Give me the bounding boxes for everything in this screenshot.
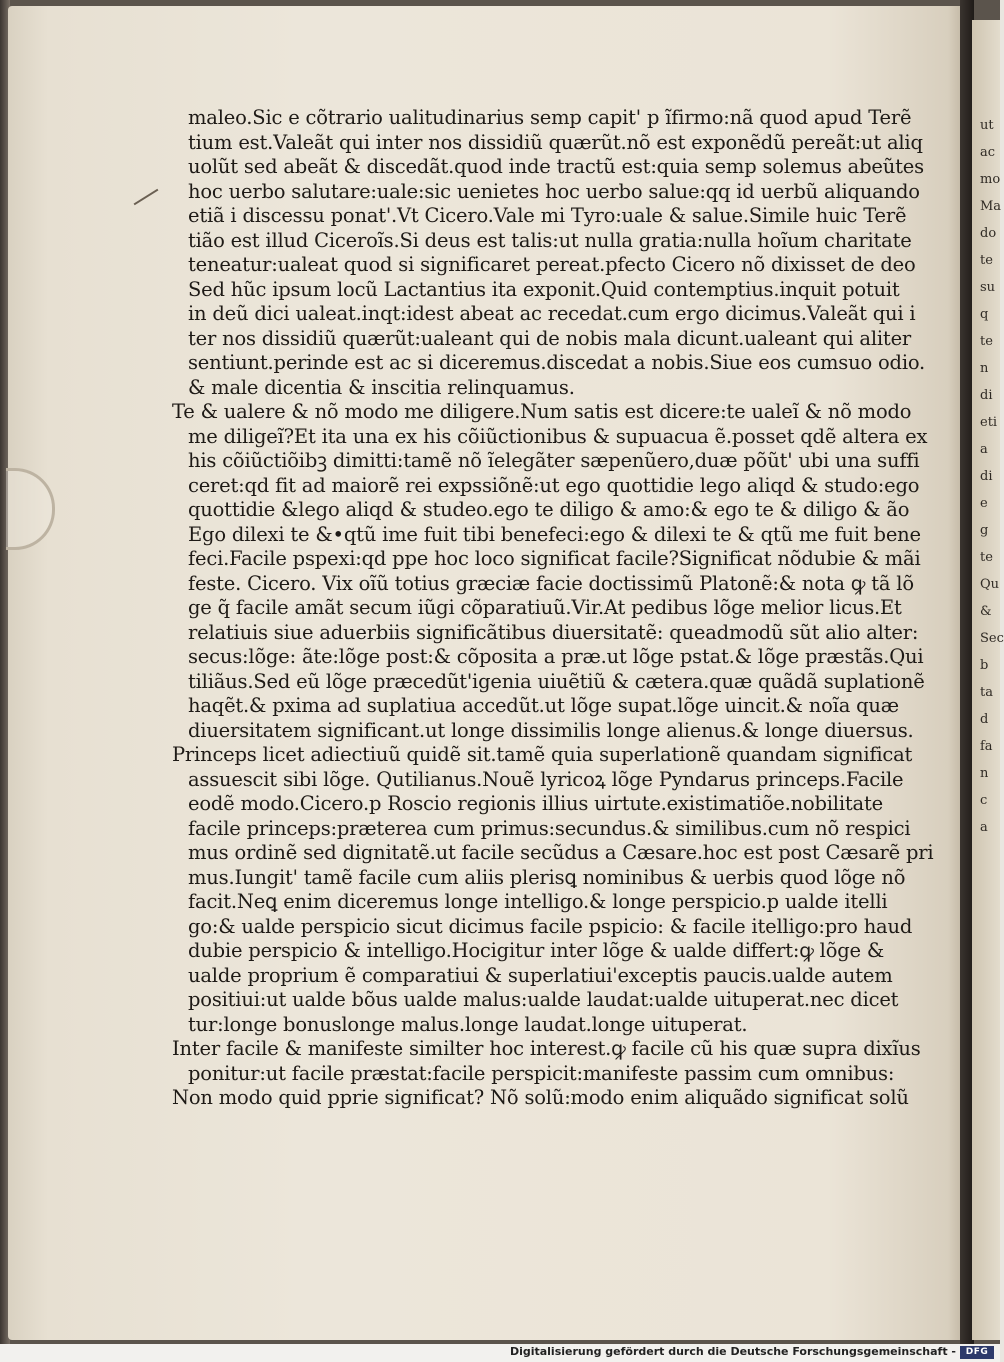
text-line: assuescit sibi lõge. Qutilianus.Nouẽ lyricoꝝ lõge Pyndarus princeps.Facile — [188, 767, 904, 791]
facing-page-fragment: e — [980, 496, 988, 511]
facing-page-edge — [972, 20, 1004, 1340]
text-line: teneatur:ualeat quod si significaret pereat.pfecto Cicero nõ dixisset de deo — [188, 253, 916, 276]
facing-page-fragment: & — [980, 604, 992, 619]
text-line: facile princeps:præterea cum primus:secundus.& similibus.cum nõ respici — [188, 816, 911, 840]
facing-page-fragment: di — [980, 469, 993, 484]
facing-page-fragment: g — [980, 523, 989, 538]
facing-page-fragment: te — [980, 253, 993, 268]
text-line: tium est.Valeãt qui inter nos dissidiũ quærũt.nõ est exponẽdũ pereãt:ut aliq — [188, 130, 923, 154]
facing-page-fragment: d — [980, 712, 989, 727]
facing-page-fragment: eti — [980, 415, 998, 430]
text-line: me diligeĩ?Et ita una ex his cõiũctionibus & supuacua ẽ.posset qdẽ altera ex — [188, 424, 928, 448]
text-line: sentiunt.perinde est ac si diceremus.discedat a nobis.Siue eos cumsuo odio. — [188, 351, 926, 374]
facing-page-fragment: do — [980, 226, 997, 241]
text-line: & male dicentia & inscitia relinquamus. — [188, 375, 575, 399]
text-line: ualde proprium ẽ comparatiui & superlatiui'exceptis paucis.ualde autem — [188, 963, 893, 987]
text-line: Sed hũc ipsum locũ Lactantius ita exponit.Quid contemptius.inquit potuit — [188, 277, 900, 301]
facing-page-fragment: Ma — [980, 199, 1002, 214]
text-line: positiui:ut ualde bõus ualde malus:ualde laudat:ualde uituperat.nec dicet — [188, 988, 899, 1011]
text-line: Inter facile & manifeste similter hoc interest.ꝙ facile cũ his quæ supra dixĩus — [172, 1037, 921, 1060]
facing-page-fragment: te — [980, 334, 993, 349]
text-line: ter nos dissidiũ quærũt:ualeant qui de nobis mala dicunt.ualeant qui aliter — [188, 326, 912, 350]
facing-page-fragment: n — [980, 361, 989, 376]
text-line: go:& ualde perspicio sicut dicimus facile pspicio: & facile itelligo:pro haud — [188, 914, 913, 938]
text-line: ge q̃ facile amãt secum iũgi cõparatiuũ.Vir.At pedibus lõge melior licus.Et — [188, 596, 902, 619]
text-line: facit.Neꝗ enim diceremus longe intelligo.& longe perspicio.p ualde itelli — [188, 890, 888, 913]
dfg-logo: DFG — [960, 1346, 994, 1359]
text-line: ponitur:ut facile præstat:facile perspicit:manifeste passim cum omnibus: — [188, 1061, 895, 1085]
facing-page-fragment: fa — [980, 739, 993, 754]
text-line: etiã i discessu ponat'.Vt Cicero.Vale mi Tyro:uale & salue.Simile huic Terẽ — [188, 204, 907, 227]
text-line: uolũt sed abeãt & discedãt.quod inde tractũ est:quia semp solemus abeũtes — [188, 155, 924, 178]
text-line: dubie perspicio & intelligo.Hocigitur inter lõge & ualde differt:ꝙ lõge & — [188, 939, 885, 962]
text-line: maleo.Sic e cõtrario ualitudinarius semp capit' p ĩfirmo:nã quod apud Terẽ — [188, 106, 912, 129]
text-line: diuersitatem significant.ut longe dissimilis longe alienus.& longe diuersus. — [188, 718, 914, 742]
facing-page-fragment: c — [980, 793, 988, 808]
facing-page-fragment: a — [980, 820, 988, 835]
facing-page-fragment: ut — [980, 118, 994, 133]
text-line: tiliãus.Sed eũ lõge præcedũt'igenia uiuẽtiũ & cætera.quæ quãdã suplationẽ — [188, 669, 925, 693]
text-line: his cõiũctiõibꝫ dimitti:tamẽ nõ ĩelegãter sæpenũero,duæ põũt' ubi una suffi — [188, 449, 920, 472]
text-line: Ego dilexi te &•qtũ ime fuit tibi benefeci:ego & dilexi te & qtũ me fuit bene — [188, 522, 921, 546]
text-line: Non modo quid pprie significat? Nõ solũ:modo enim aliquãdo significat solũ — [172, 1086, 909, 1109]
text-line: eodẽ modo.Cicero.p Roscio regionis illius uirtute.existimatiõe.nobilitate — [188, 792, 883, 815]
text-line: mus ordinẽ sed dignitatẽ.ut facile secũdus a Cæsare.hoc est post Cæsarẽ pri — [188, 841, 934, 864]
text-line: Princeps licet adiectiuũ quidẽ sit.tamẽ quia superlationẽ quandam significat — [172, 743, 913, 766]
text-line: quottidie &lego aliqd & studeo.ego te diligo & amo:& ego te & diligo & ão — [188, 498, 910, 521]
facing-page-fragment: te — [980, 550, 993, 565]
facing-page-fragment: b — [980, 658, 989, 673]
facing-page-fragment: ta — [980, 685, 993, 700]
text-line: Te & ualere & nõ modo me diligere.Num satis est dicere:te ualeĩ & nõ modo — [172, 400, 912, 423]
page-text-block — [160, 106, 940, 1111]
text-line: ceret:qd fit ad maiorẽ rei expssiõnẽ:ut ego quottidie lego aliqd & studo:ego — [188, 473, 920, 497]
text-line: mus.Iungit' tamẽ facile cum aliis plerisꝗ nominibus & uerbis quod lõge nõ — [188, 865, 906, 889]
text-line: haqẽt.& pxima ad suplatiua accedũt.ut lõge supat.lõge uincit.& noĩa quæ — [188, 694, 899, 717]
text-line: feste. Cicero. Vix oĩũ totius græciæ facie doctissimũ Platonẽ:& nota ꝙ tã lõ — [188, 571, 914, 595]
facing-page-fragment: Qu — [980, 577, 1000, 592]
text-line: secus:lõge: ãte:lõge post:& cõposita a præ.ut lõge pstat.& lõge præstãs.Qui — [188, 645, 924, 668]
footer-credit: Digitalisierung gefördert durch die Deutsche Forschungsgemeinschaft - — [509, 1345, 956, 1358]
facing-page-fragment: q — [980, 307, 989, 322]
text-line: tião est illud Ciceroĩs.Si deus est talis:ut nulla gratia:nulla hoĩum charitate — [188, 228, 912, 252]
text-line: relatiuis siue aduerbiis significãtibus diuersitatẽ: queadmodũ sũt alio alter: — [188, 620, 919, 644]
text-line: feci.Facile pspexi:qd ppe hoc loco significat facile?Significat nõdubie & mãi — [188, 547, 921, 570]
facing-page-fragment: ac — [980, 145, 996, 160]
text-line: tur:longe bonuslonge malus.longe laudat.longe uituperat. — [188, 1012, 748, 1036]
facing-page-fragment: n — [980, 766, 989, 781]
text-line: hoc uerbo salutare:uale:sic uenietes hoc uerbo salue:qq id uerbũ aliquando — [188, 179, 920, 203]
text-line: in deũ dici ualeat.inqt:idest abeat ac recedat.cum ergo dicimus.Valeãt qui i — [188, 302, 916, 325]
facing-page-fragment: su — [980, 280, 996, 295]
facing-page-fragment: mo — [980, 172, 1001, 187]
facing-page-fragment: a — [980, 442, 988, 457]
facing-page-fragment: di — [980, 388, 993, 403]
facing-page-fragment: Sec — [980, 631, 1004, 646]
